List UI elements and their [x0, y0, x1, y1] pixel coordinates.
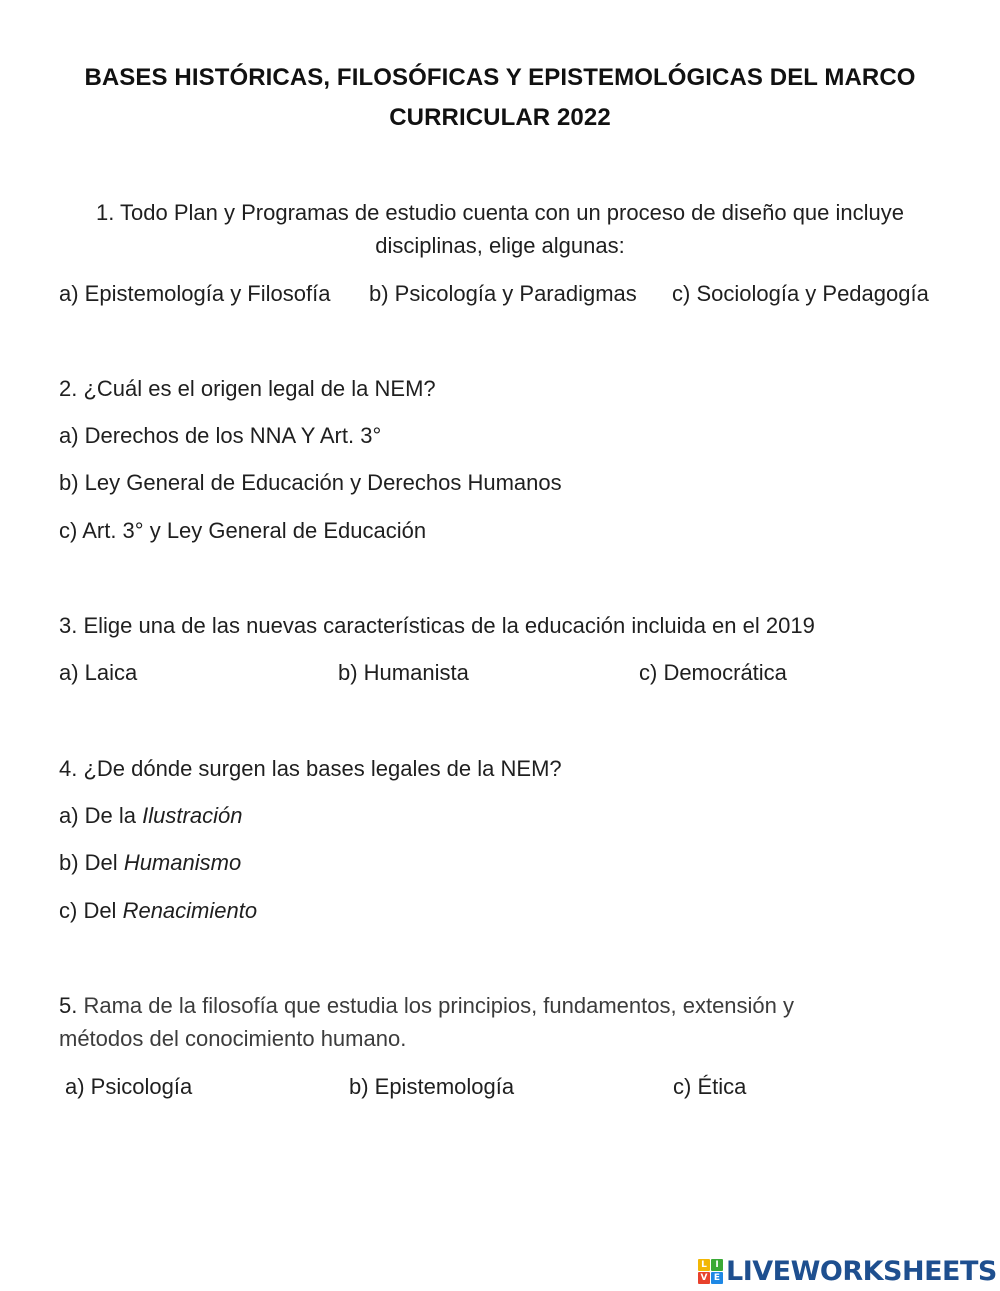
question-4-option-a-prefix: a) De la [59, 803, 137, 828]
liveworksheets-logo-icon [698, 1259, 723, 1284]
question-1-option-b[interactable]: b) Psicología y Paradigmas [369, 281, 637, 306]
question-2-option-a[interactable]: a) Derechos de los NNA Y Art. 3° [59, 423, 382, 448]
question-5-text-part-1: Rama de la filosofía que estudia los principios, fundamentos, extensión y [83, 993, 795, 1018]
question-3-option-a[interactable]: a) Laica [59, 660, 138, 685]
question-4-option-c[interactable] [59, 896, 257, 926]
question-1-text-line-1: 1. Todo Plan y Programas de estudio cuenta con un proceso de diseño que incluye [95, 200, 905, 225]
question-1-option-a[interactable]: a) Epistemología y Filosofía [59, 281, 331, 306]
question-4-option-c-prefix: c) Del [59, 898, 117, 923]
question-4-option-c-term: Renacimiento [122, 898, 258, 923]
question-3-option-c[interactable]: c) Democrática [639, 660, 787, 685]
logo-mark-v: V [698, 1272, 710, 1284]
question-2-text: 2. ¿Cuál es el origen legal de la NEM? [59, 376, 436, 401]
question-1-option-c[interactable]: c) Sociología y Pedagogía [672, 281, 929, 306]
liveworksheets-logo [698, 1254, 997, 1288]
question-2-option-c[interactable]: c) Art. 3° y Ley General de Educación [59, 518, 427, 543]
question-3-text: 3. Elige una de las nuevas características de la educación incluida en el 2019 [59, 613, 815, 638]
question-3-option-b[interactable]: b) Humanista [338, 660, 469, 685]
question-4-option-a-term: Ilustración [142, 803, 243, 828]
worksheet-title-line-2: CURRICULAR 2022 [389, 104, 611, 131]
question-5-text-line-1 [59, 991, 794, 1021]
question-4-option-a[interactable] [59, 801, 242, 831]
question-5-option-b[interactable]: b) Epistemología [349, 1074, 515, 1099]
question-2-option-b[interactable]: b) Ley General de Educación y Derechos Humanos [59, 470, 562, 495]
question-1-text [40, 196, 960, 262]
question-5-option-c[interactable]: c) Ética [673, 1074, 747, 1099]
question-4-text: 4. ¿De dónde surgen las bases legales de la NEM? [59, 756, 562, 781]
question-5-option-a[interactable]: a) Psicología [65, 1074, 193, 1099]
logo-mark-e: E [711, 1272, 723, 1284]
question-5-number: 5. [59, 993, 78, 1018]
worksheet-title-line-1: BASES HISTÓRICAS, FILOSÓFICAS Y EPISTEMOLÓGICAS DEL MARCO [84, 64, 916, 91]
worksheet-title [60, 58, 940, 138]
logo-mark-i: I [711, 1259, 723, 1271]
question-4-option-b[interactable] [59, 848, 241, 878]
logo-mark-l: L [698, 1259, 710, 1271]
question-4-option-b-prefix: b) Del [59, 850, 118, 875]
liveworksheets-logo-text: LIVEWORKSHEETS [726, 1255, 997, 1287]
question-4-option-b-term: Humanismo [123, 850, 242, 875]
question-5-text-line-2: métodos del conocimiento humano. [59, 1026, 407, 1051]
question-1-text-line-2: disciplinas, elige algunas: [375, 233, 625, 258]
